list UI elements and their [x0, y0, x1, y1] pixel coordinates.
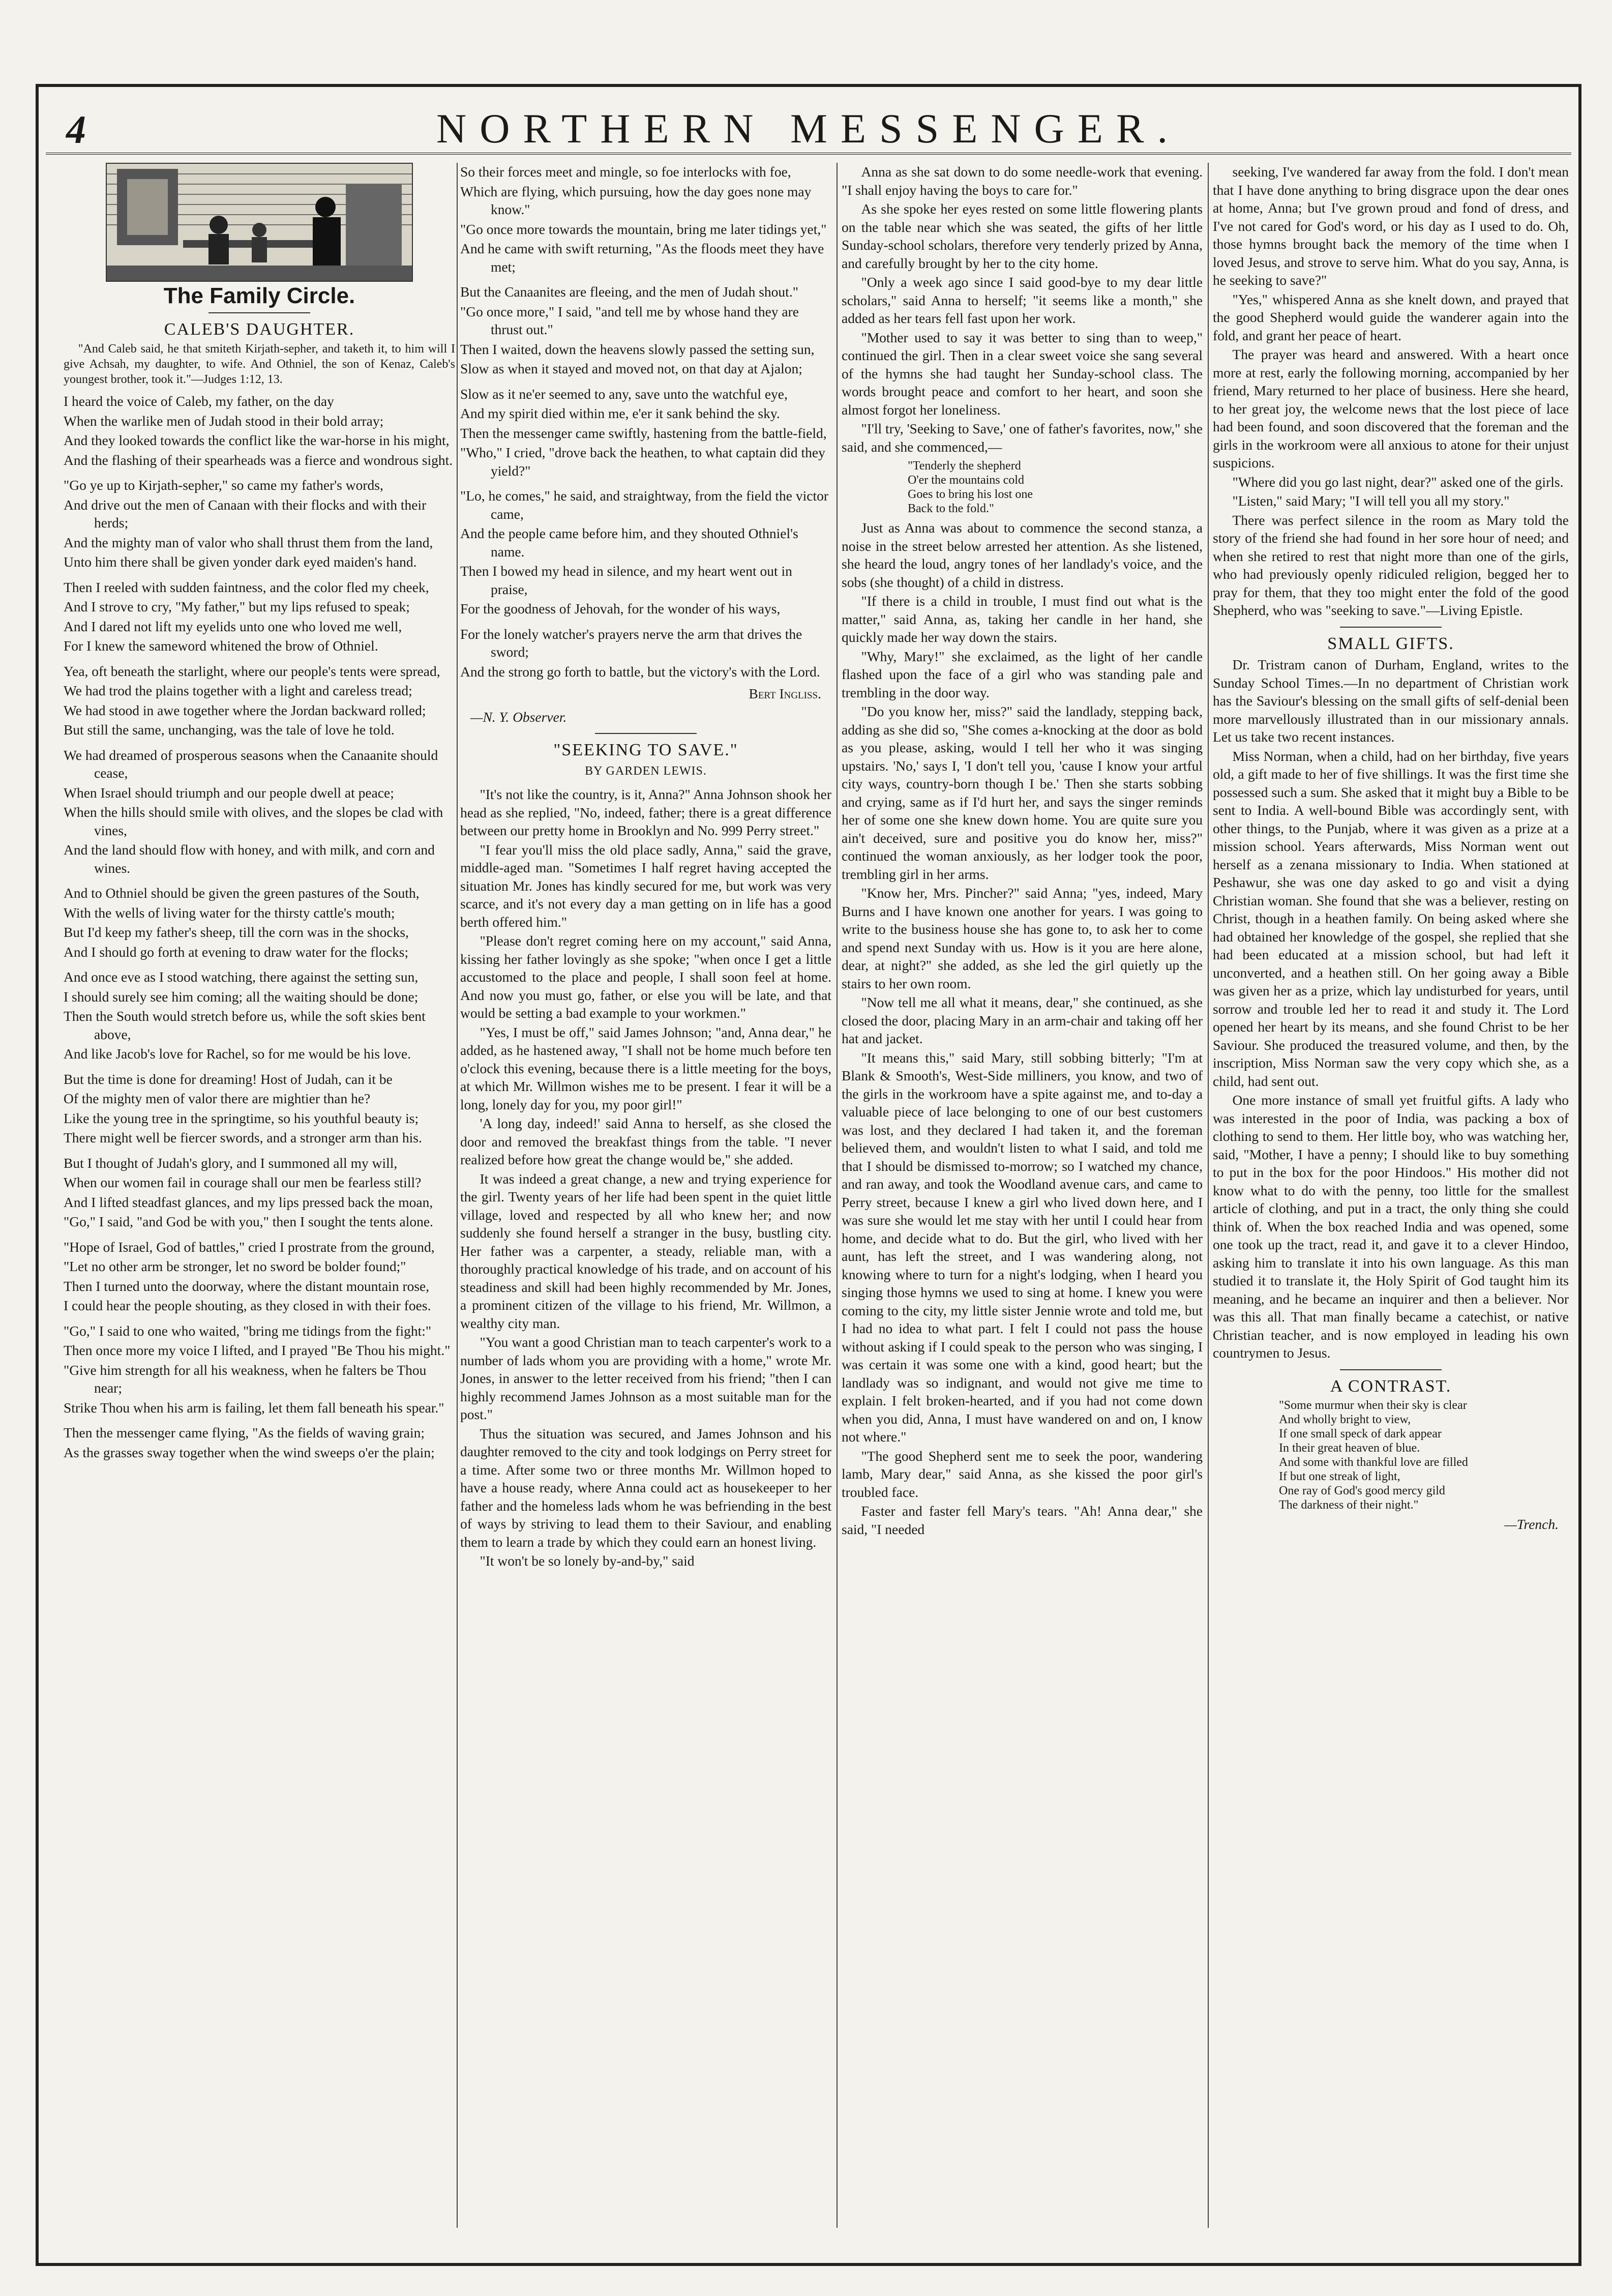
verse-line: If but one streak of light, — [1279, 1470, 1400, 1483]
paragraph: "It won't be so lonely by-and-by," said — [480, 1553, 695, 1569]
poem-line: I heard the voice of Caleb, my father, on the day — [64, 393, 334, 409]
poem-source: —N. Y. Observer. — [470, 709, 567, 725]
poem-line: And I lifted steadfast glances, and my lips pressed back the moan, — [64, 1194, 433, 1210]
poem-line: Slow as when it stayed and moved not, on that day at Ajalon; — [460, 361, 802, 376]
masthead: NORTHERN MESSENGER. — [436, 105, 1181, 152]
poem-line: I could hear the people shouting, as they closed in with their foes. — [64, 1298, 431, 1313]
poem-line: But still the same, unchanging, was the tale of love he told. — [64, 722, 395, 738]
poem-line: Strike Thou when his arm is failing, let them fall beneath his spear." — [64, 1399, 444, 1416]
poem-line: When Israel should triumph and our people dwell at peace; — [64, 784, 394, 801]
hymn-line: Goes to bring his lost one — [908, 488, 1033, 501]
paragraph: 'A long day, indeed!' said Anna to herself, as she closed the door and removed the breakfast things from the table. "I never realized before how great the change would be," she added. — [460, 1115, 831, 1167]
poem-epigraph: "And Caleb said, he that smiteth Kirjath-sepher, and taketh it, to him will I give Achsah, my daughter, to wife. And Othniel, the son of Kenaz, Caleb's youngest brother, took it."—Judges 1:12, 13. — [64, 342, 455, 386]
poem-line: And my spirit died within me, e'er it sank behind the sky. — [460, 405, 780, 421]
poem-line: And they looked towards the conflict like the war-horse in his might, — [64, 432, 450, 448]
poem-body — [64, 392, 455, 1461]
verse-line: If one small speck of dark appear — [1279, 1427, 1442, 1440]
hymn-line: "Tenderly the shepherd — [908, 459, 1021, 473]
paragraph: The prayer was heard and answered. With a heart once more at rest, early the following morning, accompanied by her friend, Mary returned to her place of business. Here she heard, to her great joy, the welcome news that the lost piece of lace had been found, and soon discovered that the foreman and the girls in the workroom were all anxious to atone for their unjust suspicions. — [1213, 346, 1569, 470]
small-gifts-title: SMALL GIFTS. — [1327, 634, 1454, 653]
paragraph: "Now tell me all what it means, dear," she continued, as she closed the door, placing Mary in an arm-chair and taking off her hat and jacket. — [842, 994, 1203, 1046]
poem-line: And the strong go forth to battle, but the victory's with the Lord. — [460, 663, 820, 680]
poem-title: CALEB'S DAUGHTER. — [164, 319, 355, 339]
poem-line: I should surely see him coming; all the waiting should be done; — [64, 988, 419, 1005]
poem-line: "Hope of Israel, God of battles," cried I prostrate from the ground, — [64, 1239, 435, 1255]
poem-line: As the grasses sway together when the wind sweeps o'er the plain; — [64, 1444, 435, 1460]
poem-line: Which are flying, which pursuing, how the day goes none may know." — [460, 183, 812, 217]
poem-line: Then I waited, down the heavens slowly passed the setting sun, — [460, 341, 815, 357]
page-number: 4 — [66, 107, 86, 152]
poem-line: Then once more my voice I lifted, and I prayed "Be Thou his might." — [64, 1342, 451, 1358]
poem-line: For I knew the sameword whitened the brow of Othniel. — [64, 638, 378, 654]
paragraph: Dr. Tristram canon of Durham, England, writes to the Sunday School Times.—In no department of Christian work has the Saviour's blessing on the small gifts of self-denial been more marvellously illustrated than in our missionary annals. Let us take two recent instances. — [1213, 657, 1569, 745]
divider — [1340, 1369, 1442, 1370]
hymn-verse — [842, 459, 1203, 516]
paragraph: "It means this," said Mary, still sobbing bitterly; "I'm at Blank & Smooth's, West-Side milliners, you know, and two of the girls in the workroom have a spite against me, and to-day a valuable piece of lace belonging to one of our best customers was lost, and they declared I had taken it, and the foreman believed them, and wouldn't listen to what I said, and told me that I should be dismissed to-morrow; so I watched my chance, and ran away, and took the Woodland avenue cars, and came to Perry street, because I knew a girl who lived down here, and I was sure she would let me stay with her until I could hear from home, and decide what to do. But the girl, who lived with her aunt, has left the street, and I was wandering along, not knowing where to turn for a night's lodging, when I heard you singing those hymns we used to sing at home. I knew you were coming to the city, my little sister Jennie wrote and told me, but I had no idea to what part. I felt I could not pass the house without asking if I could speak to the person who was singing, I was certain it was some one with a kind, good heart; but the landlady was so indignant, and would not give me time to explain. I felt broken-hearted, and if you had not come down when you did, Anna, I must have wandered on and on, I know not where." — [842, 1049, 1203, 1445]
poem-line: Unto him there shall be given yonder dark eyed maiden's hand. — [64, 554, 417, 570]
poem-line: "Go," I said, "and God be with you," then I sought the tents alone. — [64, 1214, 433, 1229]
poem-line: Yea, oft beneath the starlight, where our people's tents were spread, — [64, 663, 440, 679]
poem-author: Bert Ingliss. — [749, 686, 821, 701]
poem-line: "Who," I cried, "drove back the heathen, to what captain did they yield?" — [460, 445, 825, 479]
poem-line: And once eve as I stood watching, there against the setting sun, — [64, 969, 419, 985]
poem-line: And like Jacob's love for Rachel, so for me would be his love. — [64, 1046, 411, 1062]
column-4 — [1213, 163, 1569, 2197]
hymn-line: Back to the fold." — [908, 502, 994, 515]
paragraph: "Mother used to say it was better to sing than to weep," continued the girl. Then in a clear sweet voice she sang several of the hymns she had taught her Sunday-school class. The words brought peace and comfort to her heart, and soon she almost forgot her loneliness. — [842, 329, 1203, 418]
family-circle-engraving-icon — [106, 163, 413, 282]
poem-body-continued — [460, 163, 831, 681]
paragraph: "Why, Mary!" she exclaimed, as the light of her candle flashed upon the face of a girl who was standing pale and trembling in the door way. — [842, 648, 1203, 700]
paragraph: As she spoke her eyes rested on some little flowering plants on the table near which she was seated, the gifts of her little Sunday-school scholars, therefore very tenderly prized by Anna, and carefully brought by her to the city home. — [842, 201, 1203, 271]
poem-line: We had trod the plains together with a light and careless tread; — [64, 683, 412, 698]
column-rule — [457, 163, 458, 2228]
paragraph: "Listen," said Mary; "I will tell you all my story." — [1232, 493, 1510, 509]
poem-line: "Lo, he comes," he said, and straightway, from the field the victor came, — [460, 488, 828, 522]
poem-line: We had dreamed of prosperous seasons when the Canaanite should cease, — [64, 747, 438, 781]
poem-line: When the hills should smile with olives, and the slopes be clad with vines, — [64, 804, 443, 838]
paragraph: "The good Shepherd sent me to seek the poor, wandering lamb, Mary dear," said Anna, as she kissed the poor girl's troubled face. — [842, 1448, 1203, 1500]
poem-line: "Let no other arm be stronger, let no sword be bolder found;" — [64, 1258, 406, 1274]
paragraph: "I'll try, 'Seeking to Save,' one of father's favorites, now," she said, and she commenced,— — [842, 421, 1203, 455]
verse-line: One ray of God's good mercy gild — [1279, 1484, 1445, 1497]
poem-line: And I dared not lift my eyelids unto one who loved me well, — [64, 618, 402, 634]
column-3 — [842, 163, 1203, 2197]
divider — [595, 733, 697, 734]
paragraph: "Yes," whispered Anna as she knelt down, and prayed that the good Shepherd would guide the wanderer again into the fold, and grant her peace of heart. — [1213, 291, 1569, 343]
paragraph: It was indeed a great change, a new and trying experience for the girl. Twenty years of her life had been spent in the quiet little village, loved and respected by all who knew her; and now suddenly she found herself a stranger in the busy, bustling city. Her father was a carpenter, a steady, reliable man, with a thoroughly practical knowledge of his trade, and on account of his steadiness and skill had been highly recommended by Mr. Jones, a prominent citizen of the village to his friend, Mr. Willmon, a wealthy city man. — [460, 1170, 831, 1331]
poem-line: Slow as it ne'er seemed to any, save unto the watchful eye, — [460, 386, 788, 402]
poem-line: There might well be fiercer swords, and a stronger arm than his. — [64, 1130, 422, 1145]
poem-line: And I should go forth at evening to draw water for the flocks; — [64, 944, 409, 960]
poem-line: "Give him strength for all his weakness, when he falters be Thou near; — [64, 1362, 427, 1396]
poem-line: Then I bowed my head in silence, and my heart went out in praise, — [460, 563, 792, 597]
paragraph: "If there is a child in trouble, I must find out what is the matter," said Anna, as, taking her candle in her hand, she quickly made her way down the stairs. — [842, 593, 1203, 645]
poem-line: "Go ye up to Kirjath-sepher," so came my father's words, — [64, 477, 383, 493]
contrast-author: —Trench. — [1504, 1516, 1559, 1532]
poem-line: But I thought of Judah's glory, and I summoned all my will, — [64, 1155, 398, 1171]
contrast-title: A CONTRAST. — [1330, 1376, 1452, 1396]
poem-line: And he came with swift returning, "As the floods meet they have met; — [460, 241, 824, 275]
poem-line: We had stood in awe together where the Jordan backward rolled; — [64, 702, 426, 718]
poem-line: And the mighty man of valor who shall thrust them from the land, — [64, 534, 433, 550]
verse-line: And wholly bright to view, — [1279, 1413, 1411, 1426]
paragraph: "Know her, Mrs. Pincher?" said Anna; "yes, indeed, Mary Burns and I have known one another for years. I was going to write to the business house she has gone to, to ask her to come and spend next Sunday with us. How is it you are here alone, dear, at night?" she added, as she led the girl quietly up the stairs to her own room. — [842, 885, 1203, 991]
paragraph: "Do you know her, miss?" said the landlady, stepping back, adding as she did so, "She comes a-knocking at the door as bold as you please, asking, would I tell her who it was singing upstairs. 'No,' says I, 'I don't tell you, 'cause I know your artful city ways, country-born though I be.' Then she starts sobbing and crying, same as if I'd hurt her, and says the singer reminds her of some one she knew down home. You are quite sure you ain't deceived, sure and positive you do know her, miss?" continued the woman anxiously, as her lodger took the poor, trembling girl in her arms. — [842, 703, 1203, 882]
paragraph: Just as Anna was about to commence the second stanza, a noise in the street below arrested her attention. As she listened, she heard the loud, angry tones of her landlady's voice, and the sobs (she thought) of a child in distress. — [842, 520, 1203, 590]
poem-line: Of the mighty men of valor there are mightier than he? — [64, 1091, 371, 1106]
poem-line: But the Canaanites are fleeing, and the men of Judah shout." — [460, 284, 798, 300]
poem-line: Then I reeled with sudden faintness, and the color fled my cheek, — [64, 579, 429, 595]
poem-line: For the lonely watcher's prayers nerve the arm that drives the sword; — [460, 626, 802, 660]
verse-line: The darkness of their night." — [1279, 1498, 1419, 1512]
poem-line: Then the messenger came flying, "As the fields of waving grain; — [64, 1425, 425, 1440]
paragraph: Thus the situation was secured, and James Johnson and his daughter removed to the city and took lodgings on Perry street for a time. After some two or three months Mr. Willmon hoped to have a house ready, where Anna could act as housekeeper to her father and the homeless lads whom he was befriending in the best of ways by striving to lead them to their Saviour, and enabling them to learn a trade by which they could earn an honest living. — [460, 1425, 831, 1550]
paragraph: Anna as she sat down to do some needle-work that evening. "I shall enjoy having the boys to care for." — [842, 164, 1203, 198]
poem-line: "Go," I said to one who waited, "bring me tidings from the fight:" — [64, 1322, 432, 1339]
poem-line: Then I turned unto the doorway, where the distant mountain rose, — [64, 1278, 430, 1294]
poem-line: And to Othniel should be given the green pastures of the South, — [64, 885, 420, 901]
divider — [1340, 627, 1442, 628]
story-body — [460, 785, 831, 1570]
hymn-line: O'er the mountains cold — [908, 474, 1024, 487]
poem-line: Then the South would stretch before us, while the soft skies bent above, — [64, 1008, 426, 1042]
poem-line: So their forces meet and mingle, so foe interlocks with foe, — [460, 164, 791, 180]
poem-line: With the wells of living water for the thirsty cattle's mouth; — [64, 904, 395, 921]
column-rule — [837, 163, 838, 2228]
divider — [208, 312, 310, 313]
paragraph: "You want a good Christian man to teach carpenter's work to a number of lads whom you are providing with a home," wrote Mr. Jones, in answer to the letter received from his friend; "then I can highly recommend James Johnson as a most suitable man for the post." — [460, 1334, 831, 1422]
poem-line: When the warlike men of Judah stood in their bold array; — [64, 413, 384, 429]
poem-line: When our women fail in courage shall our men be fearless still? — [64, 1174, 422, 1190]
poem-line: But I'd keep my father's sheep, till the corn was in the shocks, — [64, 924, 409, 940]
story-body-continued — [842, 163, 1203, 456]
paragraph: seeking, I've wandered far away from the fold. I don't mean that I have done anything to bring disgrace upon the dear ones at home, Anna; but I've grown proud and fond of dress, and I've not cared for God's word, or his day as I used to do. Oh, those hymns brought back the memory of the time when I loved Jesus, and strove to serve him. What do you say, Anna, is he seeking to save?" — [1213, 164, 1569, 288]
column-2 — [460, 163, 831, 2197]
paragraph: Miss Norman, when a child, had on her birthday, five years old, a gift made to her of five shillings. It was the first time she possessed such a sum. She asked that it might buy a Bible to be sent to India. A well-bound Bible was accordingly sent, with other things, to the Punjab, where it was given as a prize at a mission school. Years afterwards, Miss Norman went out herself as a zenana missionary to India. When stationed at Peshawur, she was one day asked to go and visit a dying Christian woman. She found that she was a believer, resting on Christ, though in a heathen family. On being asked where she had obtained her knowledge of the gospel, she replied that she had been educated at a mission school, but had left it unconverted, and a heathen still. On her going away a Bible was given her as a prize, which lay undisturbed for years, until sorrow and trouble led her to read it and study it. The Lord opened her heart by its means, and she found Christ to be her Saviour. She produced the treasured volume, and then, by the inscription, Miss Norman saw the very copy which she, as a child, had sent out. — [1213, 748, 1569, 1089]
section-label: The Family Circle. — [163, 283, 355, 308]
poem-line: And the land should flow with honey, and with milk, and corn and wines. — [64, 842, 435, 876]
story-body-continued — [842, 519, 1203, 1538]
story-title: "SEEKING TO SAVE." — [553, 741, 738, 759]
paragraph: "Only a week ago since I said good-bye to my dear little scholars," said Anna to herself; "it seems like a month," she added as her tears fell fast upon her work. — [842, 274, 1203, 326]
poem-line: But the time is done for dreaming! Host of Judah, can it be — [64, 1071, 393, 1087]
small-gifts-body — [1213, 656, 1569, 1362]
poem-line: For the goodness of Jehovah, for the wonder of his ways, — [460, 601, 781, 616]
contrast-verse — [1213, 1398, 1569, 1512]
poem-line: And the people came before him, and they shouted Othniel's name. — [460, 525, 798, 560]
paragraph: "It's not like the country, is it, Anna?" Anna Johnson shook her head as she replied, "No, indeed, father; there is a great difference between our pretty home in Brooklyn and No. 999 Perry street." — [460, 786, 831, 838]
story-conclusion — [1213, 163, 1569, 620]
poem-line: "Go once more," I said, "and tell me by whose hand they are thrust out." — [460, 303, 799, 337]
paragraph: There was perfect silence in the room as Mary told the story of the friend she had found in her sore hour of need; and when she retired to rest that night more than one of the girls, who had previously openly ridiculed religion, begged her to pray for them, that they too might enter the fold of the good Shepherd, who was "seeking to save."—Living Epistle. — [1213, 512, 1569, 618]
poem-line: Like the young tree in the springtime, so his youthful beauty is; — [64, 1110, 419, 1126]
paragraph: "I fear you'll miss the old place sadly, Anna," said the grave, middle-aged man. "Sometimes I half regret having accepted the situation Mr. Jones has kindly secured for me, but work was very scarce, and it's not every day a man getting on in life has a good berth offered him." — [460, 841, 831, 930]
column-1 — [64, 163, 455, 2197]
poem-line: And I strove to cry, "My father," but my lips refused to speak; — [64, 599, 410, 614]
verse-line: "Some murmur when their sky is clear — [1279, 1399, 1467, 1412]
paragraph: One more instance of small yet fruitful gifts. A lady who was interested in the poor of India, was packing a box of clothing to send to them. Her little boy, who was watching her, said, "Mother, I have a penny; I should like to buy something to put in the box for the poor Hindoos." His mother did not know what to do with the penny, too little for the smallest article of clothing, and put in a tract, the only thing she could think of. When the box reached India and was opened, some one took up the tract, read it, and gave it to a clever Hindoo, asking him to translate it into his own language. As this man studied it to translate it, the Holy Spirit of God taught him its meaning, and he became an inquirer and then a believer. Nor was this all. That man finally became a catechist, or native Christian teacher, and is now employed in leading his own countrymen to Jesus. — [1213, 1092, 1569, 1361]
verse-line: And some with thankful love are filled — [1279, 1456, 1468, 1469]
poem-line: And the flashing of their spearheads was a fierce and wondrous sight. — [64, 452, 453, 468]
verse-line: In their great heaven of blue. — [1279, 1441, 1420, 1455]
column-rule — [1208, 163, 1209, 2228]
paragraph: "Where did you go last night, dear?" asked one of the girls. — [1232, 474, 1564, 490]
story-byline: BY GARDEN LEWIS. — [585, 764, 707, 778]
poem-line: "Go once more towards the mountain, bring me later tidings yet," — [460, 221, 827, 237]
poem-line: And drive out the men of Canaan with their flocks and with their herds; — [64, 496, 427, 531]
poem-line: Then the messenger came swiftly, hastening from the battle-field, — [460, 425, 827, 441]
page-header — [46, 102, 1571, 155]
paragraph: "Yes, I must be off," said James Johnson; "and, Anna dear," he added, as he hastened away, "I shall not be home much before ten o'clock this evening, because there is a little meeting for the boys, at which Mr. Willmon wishes me to be present. I fear it will be a long, lonely day for you, my poor girl!" — [460, 1024, 831, 1112]
paragraph: "Please don't regret coming here on my account," said Anna, kissing her father lovingly as she spoke; "when once I get a little accustomed to the place and people, I shall soon feel at home. And now you must go, father, or else you will be late, and that would be setting a bad example to your workmen." — [460, 933, 831, 1021]
paragraph: Faster and faster fell Mary's tears. "Ah! Anna dear," she said, "I needed — [842, 1503, 1203, 1537]
